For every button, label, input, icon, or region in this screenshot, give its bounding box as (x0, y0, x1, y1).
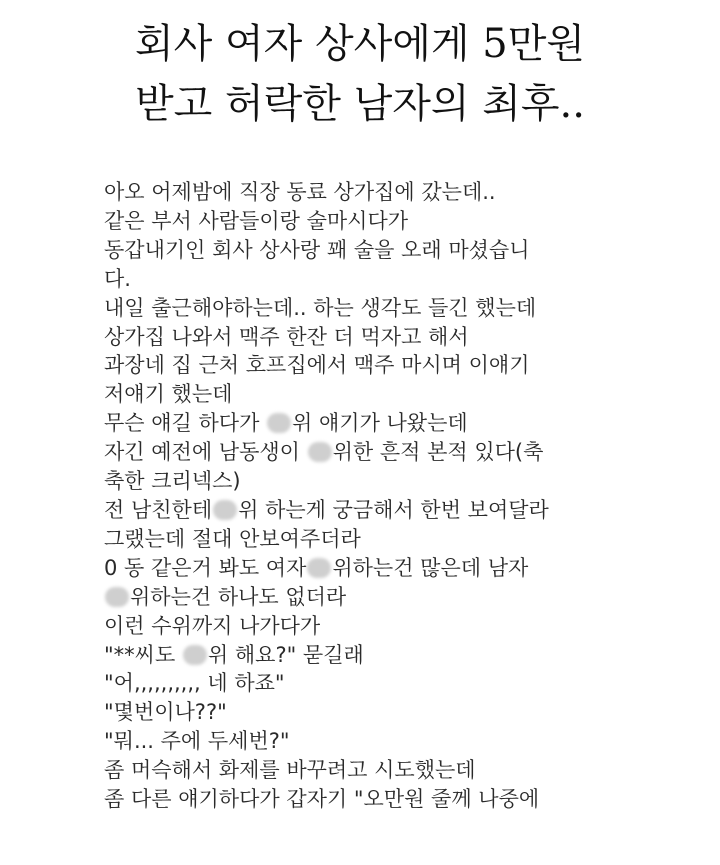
censor-blur (183, 645, 207, 665)
text-line (104, 178, 704, 207)
censor-blur (308, 442, 332, 462)
title-line-1: 회사 여자 상사에게 5만원 (135, 21, 585, 67)
text-segment: 내일 출근해야하는데.. 하는 생각도 들긴 했는데 (104, 295, 537, 320)
text-line (104, 525, 704, 554)
text-segment: "**씨도 (104, 642, 182, 667)
text-line (104, 351, 704, 380)
text-segment: 위하는건 많은데 남자 (332, 555, 529, 580)
text-segment: 위하는건 하나도 없더라 (130, 584, 347, 609)
post-title (0, 14, 720, 134)
text-line (104, 554, 704, 583)
text-line (104, 323, 704, 352)
title-line-2: 받고 허락한 남자의 최후.. (135, 81, 585, 127)
text-line (104, 265, 704, 294)
text-line (104, 669, 704, 698)
text-line (104, 756, 704, 785)
censor-blur (307, 558, 331, 578)
text-line (104, 612, 704, 641)
text-segment: 전 남친한테 (104, 497, 213, 522)
text-line (104, 380, 704, 409)
text-segment: 위 하는게 궁금해서 한번 보여달라 (238, 497, 549, 522)
text-segment: "몇번이나??" (104, 700, 227, 725)
censor-blur (213, 500, 237, 520)
text-segment: 이런 수위까지 나가다가 (104, 613, 321, 638)
text-line (104, 583, 704, 612)
censor-blur (267, 413, 291, 433)
text-segment: 그랬는데 절대 안보여주더라 (104, 526, 361, 551)
text-line (104, 467, 704, 496)
text-segment: 자긴 예전에 남동생이 (104, 440, 307, 465)
text-segment: 위 해요?" 묻길래 (207, 642, 364, 667)
text-segment: 위한 흔적 본적 있다(축 (332, 440, 544, 465)
text-line (104, 727, 704, 756)
text-line (104, 294, 704, 323)
text-segment: 상가집 나와서 맥주 한잔 더 먹자고 해서 (104, 324, 469, 349)
text-line (104, 207, 704, 236)
text-segment: "뭐... 주에 두세번?" (104, 729, 290, 754)
text-segment: 아오 어제밤에 직장 동료 상가집에 갔는데.. (104, 180, 496, 204)
text-line (104, 698, 704, 727)
text-segment: 좀 다른 얘기하다가 갑자기 "오만원 줄께 나중에 (104, 787, 540, 812)
text-segment: 위 얘기가 나왔는데 (292, 411, 468, 436)
text-line (104, 641, 704, 670)
text-segment: 무슨 얘길 하다가 (104, 411, 267, 436)
text-segment: 0 동 같은거 봐도 여자 (104, 555, 307, 580)
text-line (104, 496, 704, 525)
post-body (104, 178, 704, 814)
text-segment: 동갑내기인 회사 상사랑 꽤 술을 오래 마셨습니 (104, 237, 530, 262)
text-segment: 과장네 집 근처 호프집에서 맥주 마시며 이얘기 (104, 353, 530, 378)
text-segment: "어,,,,,,,,,, 네 하죠" (104, 671, 285, 696)
text-segment: 좀 머슥해서 화제를 바꾸려고 시도했는데 (104, 758, 476, 783)
censor-blur (105, 587, 129, 607)
text-line (104, 236, 704, 265)
text-line (104, 785, 704, 814)
text-segment: 다. (104, 266, 131, 291)
text-segment: 축한 크리넥스) (104, 469, 241, 494)
text-line (104, 438, 704, 467)
text-line (104, 409, 704, 438)
text-segment: 같은 부서 사람들이랑 술마시다가 (104, 208, 409, 233)
text-segment: 저얘기 했는데 (104, 382, 233, 407)
